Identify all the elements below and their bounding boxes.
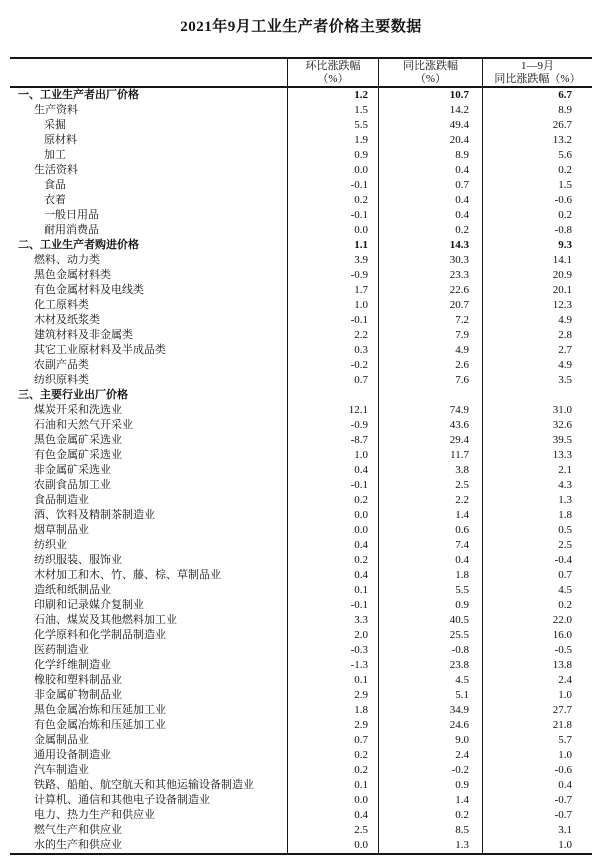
- row-label: 有色金属材料及电线类: [34, 284, 144, 296]
- row-label: 生产资料: [34, 104, 78, 116]
- cell-mom: -0.1: [287, 313, 378, 328]
- row-label: 原材料: [44, 134, 77, 146]
- table-row: [10, 448, 592, 463]
- cell-ytd: 13.3: [482, 448, 592, 463]
- table-row: [10, 688, 592, 703]
- cell-yoy: 1.8: [378, 568, 482, 583]
- table-row: [10, 478, 592, 493]
- row-label: 采掘: [44, 119, 66, 131]
- table-row: [10, 718, 592, 733]
- row-label: 金属制品业: [34, 734, 89, 746]
- table-row: [10, 328, 592, 343]
- cell-yoy: 25.5: [378, 628, 482, 643]
- cell-yoy: 0.9: [378, 598, 482, 613]
- row-label: 纺织业: [34, 539, 67, 551]
- cell-yoy: 34.9: [378, 703, 482, 718]
- row-label: 农副产品类: [34, 359, 89, 371]
- cell-ytd: 2.8: [482, 328, 592, 343]
- cell-yoy: 11.7: [378, 448, 482, 463]
- cell-mom: 0.2: [287, 763, 378, 778]
- table-row: [10, 463, 592, 478]
- table-row: [10, 103, 592, 118]
- cell-ytd: 4.5: [482, 583, 592, 598]
- table-row: [10, 373, 592, 388]
- row-label: 电力、热力生产和供应业: [34, 809, 155, 821]
- table-row: [10, 268, 592, 283]
- cell-mom: 0.4: [287, 568, 378, 583]
- row-label: 有色金属冶炼和压延加工业: [34, 719, 166, 731]
- header-ytd-line1: 1—9月: [521, 59, 554, 72]
- cell-mom: 2.5: [287, 823, 378, 838]
- table-row: [10, 133, 592, 148]
- cell-ytd: 0.2: [482, 208, 592, 223]
- table-row: [10, 673, 592, 688]
- table-row: [10, 283, 592, 298]
- cell-yoy: 23.8: [378, 658, 482, 673]
- cell-ytd: 5.6: [482, 148, 592, 163]
- cell-ytd: 3.1: [482, 823, 592, 838]
- cell-yoy: 30.3: [378, 253, 482, 268]
- cell-ytd: 1.5: [482, 178, 592, 193]
- header-mom-line2: （%）: [317, 72, 349, 85]
- cell-mom: 0.1: [287, 583, 378, 598]
- table-row: [10, 523, 592, 538]
- cell-ytd: 0.2: [482, 598, 592, 613]
- row-label: 煤炭开采和洗选业: [34, 404, 122, 416]
- row-label: 非金属矿物制品业: [34, 689, 122, 701]
- cell-yoy: 22.6: [378, 283, 482, 298]
- cell-mom: -0.1: [287, 478, 378, 493]
- cell-mom: 2.2: [287, 328, 378, 343]
- cell-ytd: 26.7: [482, 118, 592, 133]
- cell-ytd: [482, 388, 592, 403]
- cell-ytd: 14.1: [482, 253, 592, 268]
- cell-ytd: 0.7: [482, 568, 592, 583]
- cell-yoy: -0.8: [378, 643, 482, 658]
- cell-yoy: 2.2: [378, 493, 482, 508]
- table-row: [10, 193, 592, 208]
- cell-mom: 0.2: [287, 193, 378, 208]
- cell-ytd: 20.1: [482, 283, 592, 298]
- cell-ytd: -0.6: [482, 193, 592, 208]
- cell-yoy: 29.4: [378, 433, 482, 448]
- table-row: [10, 823, 592, 838]
- cell-ytd: 2.5: [482, 538, 592, 553]
- cell-mom: 1.9: [287, 133, 378, 148]
- cell-yoy: 43.6: [378, 418, 482, 433]
- row-label: 烟草制品业: [34, 524, 89, 536]
- cell-yoy: 7.4: [378, 538, 482, 553]
- producer-price-table: [10, 57, 592, 855]
- cell-ytd: 9.3: [482, 238, 592, 253]
- cell-yoy: 0.6: [378, 523, 482, 538]
- cell-mom: 0.4: [287, 463, 378, 478]
- cell-ytd: 22.0: [482, 613, 592, 628]
- cell-mom: 2.9: [287, 688, 378, 703]
- row-label: 有色金属矿采选业: [34, 449, 122, 461]
- cell-mom: 0.1: [287, 673, 378, 688]
- cell-mom: 0.7: [287, 733, 378, 748]
- table-row: [10, 508, 592, 523]
- cell-mom: -1.3: [287, 658, 378, 673]
- cell-ytd: 21.8: [482, 718, 592, 733]
- row-label: 橡胶和塑料制品业: [34, 674, 122, 686]
- cell-mom: 1.8: [287, 703, 378, 718]
- row-label: 一、工业生产者出厂价格: [18, 89, 139, 101]
- cell-mom: 2.0: [287, 628, 378, 643]
- cell-mom: 3.9: [287, 253, 378, 268]
- header-yoy-line2: （%）: [414, 72, 447, 85]
- cell-mom: 0.4: [287, 808, 378, 823]
- cell-yoy: -0.2: [378, 763, 482, 778]
- table-row: [10, 748, 592, 763]
- cell-yoy: 10.7: [378, 88, 482, 103]
- row-label: 燃料、动力类: [34, 254, 100, 266]
- table-row: [10, 208, 592, 223]
- cell-ytd: 8.9: [482, 103, 592, 118]
- cell-ytd: 0.2: [482, 163, 592, 178]
- cell-yoy: 7.2: [378, 313, 482, 328]
- cell-yoy: 40.5: [378, 613, 482, 628]
- cell-ytd: 1.3: [482, 493, 592, 508]
- cell-yoy: 20.4: [378, 133, 482, 148]
- cell-yoy: 0.4: [378, 208, 482, 223]
- table-row: [10, 148, 592, 163]
- table-row: [10, 778, 592, 793]
- cell-ytd: -0.7: [482, 793, 592, 808]
- table-row: [10, 163, 592, 178]
- table-row: [10, 628, 592, 643]
- cell-ytd: -0.6: [482, 763, 592, 778]
- cell-mom: 0.0: [287, 223, 378, 238]
- table-body: [10, 88, 592, 853]
- cell-yoy: 14.3: [378, 238, 482, 253]
- cell-yoy: 14.2: [378, 103, 482, 118]
- row-label: 印刷和记录媒介复制业: [34, 599, 144, 611]
- table-row: [10, 703, 592, 718]
- cell-ytd: 5.7: [482, 733, 592, 748]
- cell-mom: 0.0: [287, 838, 378, 853]
- header-yoy-cell: [378, 59, 482, 86]
- row-label: 三、主要行业出厂价格: [18, 389, 128, 401]
- cell-ytd: -0.5: [482, 643, 592, 658]
- table-row: [10, 838, 592, 853]
- row-label: 汽车制造业: [34, 764, 89, 776]
- cell-yoy: [378, 388, 482, 403]
- cell-mom: -8.7: [287, 433, 378, 448]
- row-label: 建筑材料及非金属类: [34, 329, 133, 341]
- row-label: 加工: [44, 149, 66, 161]
- table-row: [10, 223, 592, 238]
- cell-mom: 1.0: [287, 448, 378, 463]
- cell-yoy: 7.6: [378, 373, 482, 388]
- cell-yoy: 20.7: [378, 298, 482, 313]
- cell-ytd: -0.7: [482, 808, 592, 823]
- cell-ytd: 1.0: [482, 838, 592, 853]
- cell-mom: 1.1: [287, 238, 378, 253]
- cell-ytd: 32.6: [482, 418, 592, 433]
- row-label: 酒、饮料及精制茶制造业: [34, 509, 155, 521]
- cell-mom: 1.7: [287, 283, 378, 298]
- cell-ytd: 27.7: [482, 703, 592, 718]
- header-spacer-cell: [10, 59, 287, 86]
- cell-mom: -0.1: [287, 598, 378, 613]
- table-row: [10, 643, 592, 658]
- cell-mom: 3.3: [287, 613, 378, 628]
- row-label: 黑色金属矿采选业: [34, 434, 122, 446]
- table-row: [10, 613, 592, 628]
- row-label: 食品制造业: [34, 494, 89, 506]
- cell-mom: 5.5: [287, 118, 378, 133]
- cell-ytd: 1.0: [482, 688, 592, 703]
- cell-yoy: 74.9: [378, 403, 482, 418]
- cell-yoy: 23.3: [378, 268, 482, 283]
- cell-mom: 0.7: [287, 373, 378, 388]
- table-row: [10, 793, 592, 808]
- table-row: [10, 313, 592, 328]
- row-label: 化工原料类: [34, 299, 89, 311]
- cell-ytd: 16.0: [482, 628, 592, 643]
- cell-ytd: 4.9: [482, 358, 592, 373]
- row-label: 黑色金属冶炼和压延加工业: [34, 704, 166, 716]
- cell-yoy: 0.4: [378, 163, 482, 178]
- row-label: 其它工业原材料及半成品类: [34, 344, 166, 356]
- cell-yoy: 2.4: [378, 748, 482, 763]
- cell-mom: -0.3: [287, 643, 378, 658]
- table-row: [10, 538, 592, 553]
- row-label: 石油和天然气开采业: [34, 419, 133, 431]
- row-label: 通用设备制造业: [34, 749, 111, 761]
- cell-yoy: 1.4: [378, 793, 482, 808]
- cell-ytd: 6.7: [482, 88, 592, 103]
- row-label: 非金属矿采选业: [34, 464, 111, 476]
- table-header-row: [10, 59, 592, 88]
- cell-mom: 0.0: [287, 508, 378, 523]
- page-title: 2021年9月工业生产者价格主要数据: [180, 19, 422, 35]
- table-row: [10, 418, 592, 433]
- table-row: [10, 388, 592, 403]
- row-label: 铁路、船舶、航空航天和其他运输设备制造业: [34, 779, 254, 791]
- cell-yoy: 2.5: [378, 478, 482, 493]
- table-row: [10, 433, 592, 448]
- cell-mom: 0.4: [287, 538, 378, 553]
- table-row: [10, 658, 592, 673]
- cell-mom: 0.3: [287, 343, 378, 358]
- cell-yoy: 7.9: [378, 328, 482, 343]
- table-row: [10, 568, 592, 583]
- cell-yoy: 2.6: [378, 358, 482, 373]
- header-yoy-line1: 同比涨跌幅: [403, 59, 458, 72]
- cell-yoy: 3.8: [378, 463, 482, 478]
- cell-yoy: 0.9: [378, 778, 482, 793]
- cell-ytd: 2.1: [482, 463, 592, 478]
- cell-ytd: 2.7: [482, 343, 592, 358]
- cell-yoy: 0.4: [378, 553, 482, 568]
- cell-ytd: 0.5: [482, 523, 592, 538]
- table-row: [10, 493, 592, 508]
- cell-mom: 0.2: [287, 553, 378, 568]
- table-row: [10, 358, 592, 373]
- cell-mom: 0.0: [287, 523, 378, 538]
- cell-mom: 0.0: [287, 793, 378, 808]
- row-label: 二、工业生产者购进价格: [18, 239, 139, 251]
- row-label: 化学纤维制造业: [34, 659, 111, 671]
- table-row: [10, 178, 592, 193]
- row-label: 木材加工和木、竹、藤、棕、草制品业: [34, 569, 221, 581]
- cell-yoy: 0.2: [378, 808, 482, 823]
- row-label: 纺织服装、服饰业: [34, 554, 122, 566]
- cell-mom: 1.5: [287, 103, 378, 118]
- cell-ytd: 13.2: [482, 133, 592, 148]
- cell-yoy: 4.5: [378, 673, 482, 688]
- cell-ytd: 2.4: [482, 673, 592, 688]
- cell-yoy: 0.4: [378, 193, 482, 208]
- row-label: 造纸和纸制品业: [34, 584, 111, 596]
- cell-mom: -0.2: [287, 358, 378, 373]
- row-label: 黑色金属材料类: [34, 269, 111, 281]
- cell-yoy: 5.5: [378, 583, 482, 598]
- table-row: [10, 583, 592, 598]
- cell-ytd: 0.4: [482, 778, 592, 793]
- row-label: 医药制造业: [34, 644, 89, 656]
- table-row: [10, 598, 592, 613]
- cell-ytd: -0.8: [482, 223, 592, 238]
- table-row: [10, 298, 592, 313]
- row-label: 一般日用品: [44, 209, 99, 221]
- header-ytd-cell: [482, 59, 592, 86]
- cell-ytd: 4.9: [482, 313, 592, 328]
- cell-mom: [287, 388, 378, 403]
- cell-mom: 1.0: [287, 298, 378, 313]
- cell-yoy: 0.7: [378, 178, 482, 193]
- cell-ytd: 3.5: [482, 373, 592, 388]
- cell-mom: 0.2: [287, 748, 378, 763]
- header-mom-line1: 环比涨跌幅: [305, 59, 361, 72]
- cell-ytd: 31.0: [482, 403, 592, 418]
- cell-yoy: 5.1: [378, 688, 482, 703]
- row-label: 化学原料和化学制品制造业: [34, 629, 166, 641]
- row-label: 木材及纸浆类: [34, 314, 100, 326]
- cell-ytd: 12.3: [482, 298, 592, 313]
- row-label: 食品: [44, 179, 66, 191]
- row-label: 生活资料: [34, 164, 78, 176]
- row-label: 纺织原料类: [34, 374, 89, 386]
- cell-mom: 0.9: [287, 148, 378, 163]
- cell-ytd: 4.3: [482, 478, 592, 493]
- cell-yoy: 4.9: [378, 343, 482, 358]
- cell-mom: 0.0: [287, 163, 378, 178]
- table-row: [10, 733, 592, 748]
- cell-yoy: 49.4: [378, 118, 482, 133]
- table-row: [10, 403, 592, 418]
- cell-mom: -0.1: [287, 178, 378, 193]
- header-ytd-line2: 同比涨跌幅（%）: [494, 72, 581, 85]
- cell-mom: 12.1: [287, 403, 378, 418]
- table-row: [10, 553, 592, 568]
- table-row: [10, 238, 592, 253]
- cell-ytd: 39.5: [482, 433, 592, 448]
- row-label: 耐用消费品: [44, 224, 99, 236]
- cell-yoy: 24.6: [378, 718, 482, 733]
- table-row: [10, 253, 592, 268]
- cell-mom: 0.1: [287, 778, 378, 793]
- header-mom-cell: [287, 59, 378, 86]
- row-label: 衣着: [44, 194, 66, 206]
- row-label: 水的生产和供应业: [34, 839, 122, 851]
- cell-ytd: 13.8: [482, 658, 592, 673]
- cell-ytd: -0.4: [482, 553, 592, 568]
- cell-yoy: 8.5: [378, 823, 482, 838]
- cell-mom: -0.9: [287, 268, 378, 283]
- cell-yoy: 9.0: [378, 733, 482, 748]
- table-row: [10, 343, 592, 358]
- cell-yoy: 8.9: [378, 148, 482, 163]
- cell-ytd: 1.0: [482, 748, 592, 763]
- table-row: [10, 763, 592, 778]
- row-label: 石油、煤炭及其他燃料加工业: [34, 614, 177, 626]
- row-label: 农副食品加工业: [34, 479, 111, 491]
- cell-ytd: 20.9: [482, 268, 592, 283]
- cell-mom: 2.9: [287, 718, 378, 733]
- cell-mom: 1.2: [287, 88, 378, 103]
- cell-mom: -0.1: [287, 208, 378, 223]
- cell-yoy: 0.2: [378, 223, 482, 238]
- table-row: [10, 118, 592, 133]
- row-label: 燃气生产和供应业: [34, 824, 122, 836]
- cell-yoy: 1.4: [378, 508, 482, 523]
- cell-ytd: 1.8: [482, 508, 592, 523]
- cell-mom: -0.9: [287, 418, 378, 433]
- cell-yoy: 1.3: [378, 838, 482, 853]
- table-row: [10, 88, 592, 103]
- row-label: 计算机、通信和其他电子设备制造业: [34, 794, 210, 806]
- table-row: [10, 808, 592, 823]
- cell-mom: 0.2: [287, 493, 378, 508]
